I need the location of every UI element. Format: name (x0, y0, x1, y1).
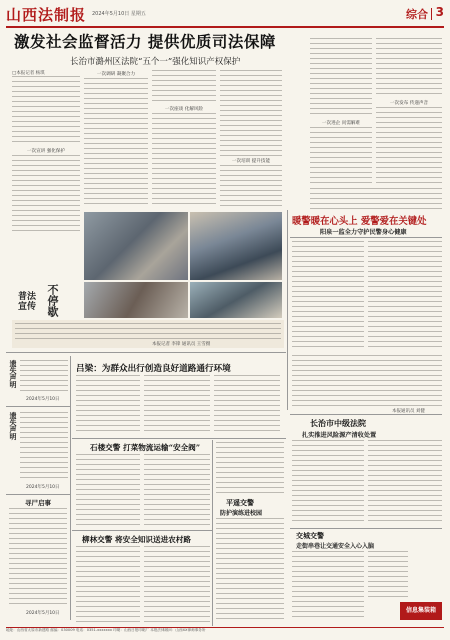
notice-date-1: 2024年5月10日 (26, 397, 60, 402)
bottom-article5-col1 (76, 546, 140, 622)
subhead-1: 一次宣讲 强化保护 (26, 149, 66, 154)
masthead-divider (431, 8, 432, 20)
article-body-col2 (84, 78, 148, 208)
notices-top-rule (6, 352, 286, 353)
bottom-headline-5: 柳林交警 将安全知识送进农村路 (82, 535, 191, 544)
feature-byline: 本报通讯员 刘健 (392, 409, 425, 414)
bottom-article1-col3 (214, 375, 280, 435)
bottom-article2-col2 (368, 440, 442, 524)
bottom-headline-4-sub: 防护演练进校园 (220, 510, 263, 517)
bottom-lower-rule (72, 530, 212, 531)
subhead-3: 一次座谈 化解风险 (164, 107, 204, 112)
lead-photo-1 (84, 212, 188, 280)
bottom-headline-4: 平遥交警 (226, 498, 254, 507)
article-body-col3b (152, 113, 216, 208)
photo-caption-box (12, 320, 284, 348)
calligraphy-title-right: 不停歇 (46, 284, 59, 317)
page-number: 3 (435, 5, 444, 19)
article-body-col6a (376, 38, 442, 98)
bottom-mid-rule (72, 438, 286, 439)
article-body-col5a (310, 38, 372, 118)
bottom-headline-1: 吕梁：为群众出行创造良好道路通行环境 (76, 364, 231, 374)
notice-date-3: 2024年5月10日 (26, 611, 60, 616)
masthead (6, 4, 444, 28)
bottom-article2-col1 (292, 440, 364, 524)
bottom-headline-2-sub: 扎实推进风险源产清收处置 (302, 432, 377, 439)
info-container-badge: 信息集装箱 (400, 602, 442, 620)
subhead-6: 一次发布 传递声音 (389, 101, 429, 106)
article-body-col3a (152, 70, 216, 104)
feature-body-col3 (292, 355, 442, 407)
lead-byline: □本报记者 杨琪 (12, 71, 45, 76)
section-name: 综合 (406, 8, 428, 21)
bottom-article6-col2 (368, 551, 408, 599)
bottom-article4-top (216, 442, 284, 494)
bottom-article1-col2 (144, 375, 210, 435)
feature-body-col1 (292, 241, 364, 351)
subhead-4: 一次培训 提升技能 (231, 159, 271, 164)
feature-headline: 暖警暖在心头上 爱警爱在关键处 (292, 216, 427, 227)
lead-headline: 激发社会监督活力 提供优质司法保障 (14, 32, 276, 51)
bottom-headline-2: 长治市中级法院 (310, 418, 366, 428)
notice-date-2: 2024年5月10日 (26, 485, 60, 490)
feature-subtitle: 阳泉一监全力守护民警身心健康 (320, 229, 407, 236)
subhead-2: 一次调研 凝聚合力 (96, 72, 136, 77)
article-body-col5b (310, 127, 372, 184)
article-body-col6b (376, 107, 442, 184)
lead-photo-2 (190, 212, 282, 280)
lead-photo-4 (190, 282, 282, 318)
bottom-article5-col2 (144, 546, 210, 622)
notice-divider-1 (6, 406, 70, 407)
notices-column (6, 356, 71, 620)
notice-body-3 (9, 508, 67, 608)
lead-photo-3 (84, 282, 188, 318)
bottom-article3-col1 (76, 454, 140, 526)
calligraphy-title-left: 普法宣传 (18, 292, 37, 312)
article-body-col4a (220, 70, 282, 156)
notice-body-1 (20, 360, 68, 394)
bottom-article4-body (216, 518, 284, 622)
feature-rule (290, 237, 442, 238)
feature-body-col2 (368, 241, 442, 351)
issue-date: 2024年5月10日 星期五 (92, 11, 146, 17)
bottom-headline-3: 石楼交警 打菜物流运输“安全阀” (90, 443, 201, 452)
photo-caption-text (15, 323, 281, 339)
column-divider (287, 210, 288, 410)
bottom-col-divider (212, 440, 213, 626)
article-body-continued (310, 188, 442, 212)
notice-divider-2 (6, 494, 70, 495)
newspaper-brand: 山西法制报 (6, 6, 87, 24)
bottom-article3-col2 (144, 454, 210, 526)
bottom-right-lower-rule (290, 528, 442, 529)
notice-title-2: 遗失声明 (9, 412, 18, 440)
notice-title-1: 遗失声明 (9, 360, 18, 388)
photo-credit: 本报记者 李锋 通讯员 王雪摄 (152, 342, 211, 347)
bottom-headline-6-sub: 走街串巷让交通安全入心入脑 (296, 543, 375, 550)
bottom-right-rule (290, 414, 442, 415)
article-body-col1b (12, 155, 80, 233)
lead-subtitle: 长治市潞州区法院“五个一”强化知识产权保护 (70, 57, 241, 67)
notice-body-2 (20, 412, 68, 482)
article-body-col1a (12, 76, 80, 146)
bottom-article1-col1 (76, 375, 140, 435)
bottom-article6-col1 (292, 551, 364, 621)
notice-title-3: 寻尸启事 (25, 499, 51, 507)
subhead-5: 一次进企 问需解难 (321, 121, 361, 126)
bottom-headline-6: 交城交警 (296, 531, 324, 540)
page-footer: 地址：山西省太原市新建路 邮编：030009 电话：0351-xxxxxxx 印刷：山西日报印刷厂 本报法律顾问：山西XX律师事务所 (6, 627, 444, 633)
article-body-col4b (220, 165, 282, 208)
